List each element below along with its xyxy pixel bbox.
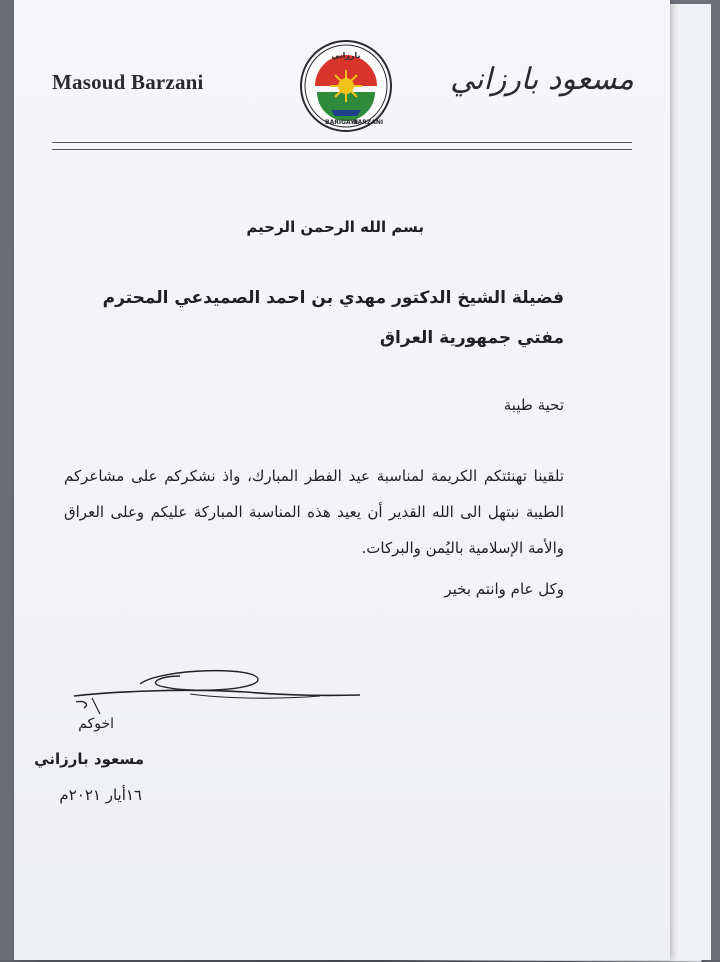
addressee-name: فضيلة الشيخ الدكتور مهدي بن احمد الصميدعي المحترم <box>102 288 564 308</box>
handwritten-signature <box>70 662 370 718</box>
addressee-title: مفتي جمهورية العراق <box>379 328 564 348</box>
header-divider <box>52 142 632 150</box>
letter-page <box>14 0 670 960</box>
signoff-name: مسعود بارزاني <box>34 750 144 768</box>
basmala: بسم الله الرحمن الرحيم <box>246 218 424 236</box>
svg-text:BARZANI: BARZANI <box>353 119 384 126</box>
closing-line: وكل عام وانتم بخير <box>444 580 564 598</box>
signoff-date: ١٦أيار ٢٠٢١م <box>59 786 142 804</box>
svg-text:بارزاني: بارزاني <box>331 51 361 60</box>
signoff-salutation: اخوكم <box>78 716 114 732</box>
barzani-emblem-logo <box>295 36 397 136</box>
letterhead-name-arabic: مسعود بارزاني <box>450 62 634 97</box>
letterhead-name-english: Masoud Barzani <box>52 70 204 94</box>
letter-body: تلقينا تهنئتكم الكريمة لمناسبة عيد الفطر المبارك، واذ نشكركم على مشاعركم الطيبة نبتهل الى الله القدير أن يعيد هذه المناسبة المباركة عليكم وعلى العراق والأمة الإسلامية باليُمن والبركات. <box>64 467 564 557</box>
svg-text:BARIGAYE: BARIGAYE <box>325 119 359 126</box>
greeting: تحية طيبة <box>503 396 564 414</box>
